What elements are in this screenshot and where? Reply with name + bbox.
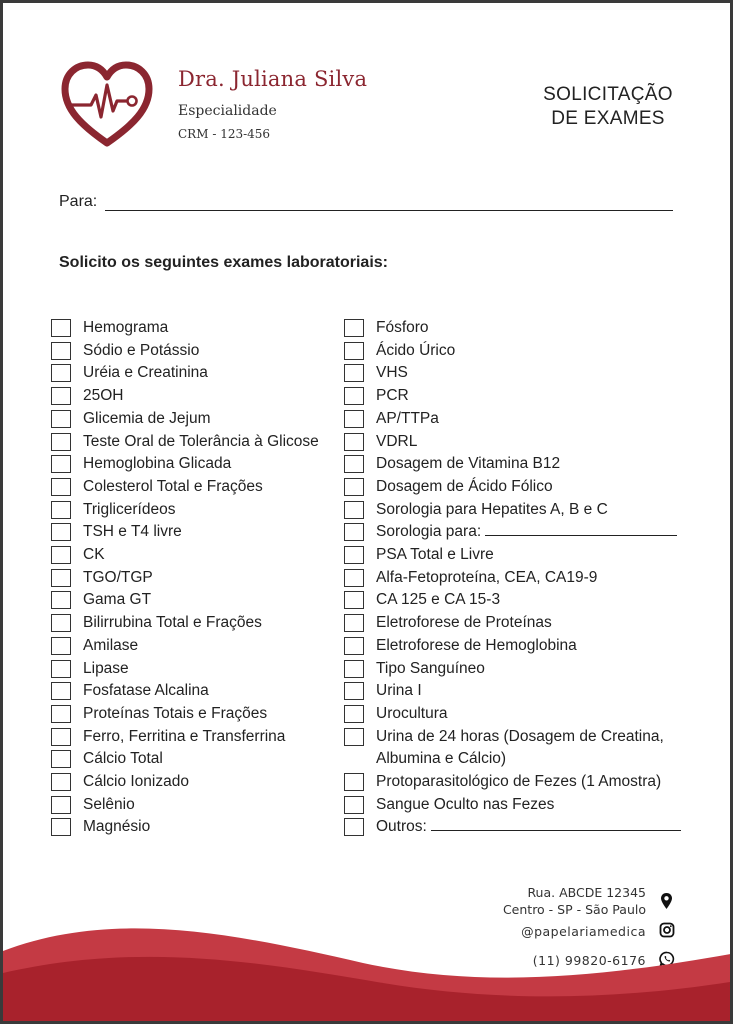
exam-label: TSH e T4 livre (83, 523, 182, 541)
recipient-field[interactable] (105, 210, 673, 211)
exam-label: Triglicerídeos (83, 500, 176, 518)
exam-checkbox[interactable] (344, 818, 364, 836)
document-title-line1: SOLICITAÇÃO (543, 84, 673, 105)
exam-label: Cálcio Total (83, 750, 163, 768)
exam-checkbox[interactable] (51, 705, 71, 723)
exam-checkbox[interactable] (51, 591, 71, 609)
exam-item (344, 726, 681, 749)
exam-label: Magnésio (83, 818, 151, 836)
exam-item (344, 703, 681, 726)
exam-item (51, 431, 319, 454)
exam-checkbox[interactable] (344, 728, 364, 746)
exam-item (51, 544, 319, 567)
exam-item (51, 567, 319, 590)
exam-label: Uréia e Creatinina (83, 364, 208, 382)
exam-item (344, 635, 681, 658)
exam-checkbox[interactable] (51, 501, 71, 519)
map-pin-icon (660, 892, 673, 910)
exam-label: Glicemia de Jejum (83, 409, 211, 427)
exam-label: Bilirrubina Total e Frações (83, 614, 262, 632)
request-intro: Solicito os seguintes exames laboratoriais: (59, 254, 388, 271)
exam-checkbox[interactable] (51, 728, 71, 746)
exam-label: Teste Oral de Tolerância à Glicose (83, 432, 319, 450)
exam-item (344, 658, 681, 681)
exam-list-right (344, 317, 681, 839)
exam-item (51, 612, 319, 635)
exam-checkbox[interactable] (344, 364, 364, 382)
exam-label: Albumina e Cálcio) (376, 750, 507, 768)
exam-checkbox[interactable] (51, 818, 71, 836)
exam-label: AP/TTPa (376, 409, 439, 427)
exam-item (344, 317, 681, 340)
exam-checkbox[interactable] (51, 569, 71, 587)
exam-item (51, 521, 319, 544)
exam-label: 25OH (83, 387, 124, 405)
exam-item (344, 499, 681, 522)
exam-checkbox[interactable] (344, 410, 364, 428)
address-line1: Rua. ABCDE 12345 (527, 885, 646, 900)
doctor-crm: CRM - 123-456 (178, 127, 271, 141)
exam-label: Tipo Sanguíneo (376, 659, 485, 677)
exam-checkbox[interactable] (51, 614, 71, 632)
exam-item (344, 816, 681, 839)
exam-checkbox[interactable] (51, 750, 71, 768)
exam-checkbox[interactable] (344, 591, 364, 609)
exam-label: Selênio (83, 795, 135, 813)
exam-checkbox[interactable] (51, 637, 71, 655)
exam-checkbox[interactable] (344, 637, 364, 655)
exam-item (344, 476, 681, 499)
exam-label: Alfa-Fetoproteína, CEA, CA19-9 (376, 568, 598, 586)
exam-label: Eletroforese de Proteínas (376, 614, 552, 632)
exam-label: Protoparasitológico de Fezes (1 Amostra) (376, 773, 662, 791)
exam-item (344, 362, 681, 385)
exam-checkbox[interactable] (344, 569, 364, 587)
exam-checkbox[interactable] (344, 319, 364, 337)
address-line2: Centro - SP - São Paulo (502, 902, 646, 917)
exam-label: PCR (376, 387, 409, 405)
exam-checkbox[interactable] (51, 682, 71, 700)
exam-checkbox[interactable] (51, 364, 71, 382)
exam-label: Outros: (376, 818, 427, 836)
exam-label: Sódio e Potássio (83, 341, 200, 359)
exam-fill-in-field[interactable] (485, 535, 677, 536)
exam-checkbox[interactable] (344, 478, 364, 496)
exam-checkbox[interactable] (344, 387, 364, 405)
heart-stethoscope-icon (61, 61, 153, 147)
exam-item (51, 317, 319, 340)
exam-item (51, 385, 319, 408)
exam-checkbox[interactable] (344, 796, 364, 814)
exam-label: Ferro, Ferritina e Transferrina (83, 727, 286, 745)
exam-checkbox[interactable] (344, 682, 364, 700)
exam-list-left (51, 317, 319, 839)
exam-label: Hemoglobina Glicada (83, 455, 232, 473)
exam-checkbox[interactable] (51, 546, 71, 564)
exam-label: Cálcio Ionizado (83, 773, 189, 791)
exam-label: Hemograma (83, 319, 169, 336)
exam-checkbox[interactable] (344, 614, 364, 632)
exam-item (344, 385, 681, 408)
exam-checkbox[interactable] (51, 319, 71, 337)
exam-fill-in-field[interactable] (431, 830, 681, 831)
exam-label: Amilase (83, 636, 139, 654)
exam-checkbox[interactable] (51, 342, 71, 360)
exam-checkbox[interactable] (51, 433, 71, 451)
exam-label: Eletroforese de Hemoglobina (376, 636, 577, 654)
instagram-handle: @papelariamedica (521, 924, 646, 939)
exam-label: TGO/TGP (83, 568, 153, 586)
exam-label: Urina de 24 horas (Dosagem de Creatina, (376, 727, 664, 745)
exam-item (51, 703, 319, 726)
document-title-line2: DE EXAMES (551, 108, 665, 129)
exam-item (51, 794, 319, 817)
exam-item (344, 794, 681, 817)
exam-checkbox[interactable] (51, 387, 71, 405)
exam-item (51, 816, 319, 839)
exam-label: Dosagem de Ácido Fólico (376, 477, 553, 495)
exam-checkbox[interactable] (344, 705, 364, 723)
recipient-label: Para: (59, 193, 98, 210)
exam-item (344, 408, 681, 431)
exam-item (51, 476, 319, 499)
exam-label: PSA Total e Livre (376, 546, 494, 564)
exam-item (51, 340, 319, 363)
exam-label: Sangue Oculto nas Fezes (376, 795, 555, 813)
exam-label: Sorologia para Hepatites A, B e C (376, 500, 608, 518)
exam-checkbox[interactable] (344, 342, 364, 360)
exam-label: VHS (376, 364, 408, 382)
doctor-specialty: Especialidade (178, 103, 277, 119)
exam-checkbox[interactable] (51, 796, 71, 814)
exam-item (51, 408, 319, 431)
exam-label: Lipase (83, 659, 129, 677)
exam-checkbox[interactable] (51, 478, 71, 496)
exam-item (51, 680, 319, 703)
exam-label: Proteínas Totais e Frações (83, 704, 268, 722)
exam-item (51, 499, 319, 522)
exam-item (344, 771, 681, 794)
exam-label: Fósforo (376, 319, 429, 336)
footer-wave-decoration (3, 911, 733, 1021)
exam-label: Gama GT (83, 591, 152, 609)
exam-item (344, 340, 681, 363)
exam-label: Urocultura (376, 704, 448, 722)
exam-checkbox[interactable] (51, 523, 71, 541)
exam-checkbox[interactable] (344, 660, 364, 678)
exam-item (51, 589, 319, 612)
exam-checkbox[interactable] (344, 773, 364, 791)
exam-checkbox[interactable] (344, 546, 364, 564)
exam-checkbox[interactable] (344, 433, 364, 451)
exam-item (344, 680, 681, 703)
exam-label: Colesterol Total e Frações (83, 477, 263, 495)
exam-checkbox[interactable] (344, 501, 364, 519)
exam-item (51, 726, 319, 749)
phone-number: (11) 99820-6176 (532, 953, 646, 968)
exam-checkbox[interactable] (344, 455, 364, 473)
exam-item (51, 748, 319, 771)
exam-item (51, 453, 319, 476)
exam-item (51, 771, 319, 794)
exam-item (51, 362, 319, 385)
exam-checkbox[interactable] (51, 773, 71, 791)
exam-label: CA 125 e CA 15-3 (376, 591, 501, 609)
exam-label: Fosfatase Alcalina (83, 682, 209, 700)
exam-item (344, 521, 681, 544)
exam-checkbox[interactable] (51, 455, 71, 473)
exam-item (51, 635, 319, 658)
exam-label: VDRL (376, 432, 418, 450)
exam-item (344, 612, 681, 635)
exam-checkbox[interactable] (51, 410, 71, 428)
exam-checkbox[interactable] (344, 523, 364, 541)
exam-checkbox[interactable] (51, 660, 71, 678)
exam-item (344, 748, 681, 771)
exam-item (344, 431, 681, 454)
exam-label: CK (83, 546, 105, 564)
exam-item (344, 453, 681, 476)
exam-label: Urina I (376, 682, 422, 700)
exam-label: Sorologia para: (376, 523, 482, 541)
exam-item (344, 544, 681, 567)
exam-item (344, 589, 681, 612)
exam-label: Ácido Úrico (376, 341, 456, 359)
exam-item (51, 658, 319, 681)
exam-label: Dosagem de Vitamina B12 (376, 455, 561, 473)
document-title (523, 83, 693, 131)
exam-item (344, 567, 681, 590)
doctor-name: Dra. Juliana Silva (178, 67, 368, 91)
